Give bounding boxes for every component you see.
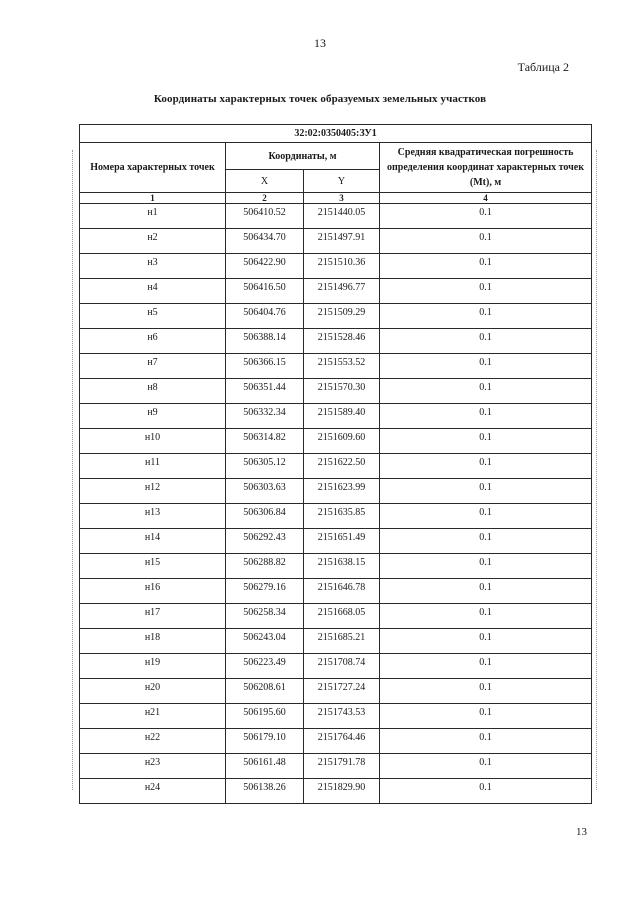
y-coordinate-cell: 2151622.50 (304, 454, 380, 479)
table-row (80, 404, 592, 429)
table-row (80, 329, 592, 354)
x-coordinate-cell: 506195.60 (226, 704, 304, 729)
y-coordinate-cell: 2151743.53 (304, 704, 380, 729)
scan-edge-left (72, 150, 73, 790)
page-number-bottom: 13 (576, 826, 587, 838)
y-coordinate-cell: 2151791.78 (304, 754, 380, 779)
accuracy-cell: 0.1 (380, 404, 592, 429)
x-coordinate-cell: 506404.76 (226, 304, 304, 329)
table-row (80, 629, 592, 654)
table-row (80, 504, 592, 529)
accuracy-cell: 0.1 (380, 379, 592, 404)
table-row (80, 479, 592, 504)
y-coordinate-cell: 2151635.85 (304, 504, 380, 529)
accuracy-cell: 0.1 (380, 354, 592, 379)
x-coordinate-cell: 506434.70 (226, 229, 304, 254)
point-number-cell: н1 (80, 204, 226, 229)
table-row (80, 579, 592, 604)
y-coordinate-cell: 2151638.15 (304, 554, 380, 579)
x-coordinate-cell: 506351.44 (226, 379, 304, 404)
y-coordinate-cell: 2151829.90 (304, 779, 380, 804)
column-number-row (80, 193, 592, 204)
table-row (80, 304, 592, 329)
table-row (80, 204, 592, 229)
y-coordinate-cell: 2151440.05 (304, 204, 380, 229)
table-row (80, 429, 592, 454)
point-number-cell: н2 (80, 229, 226, 254)
point-number-cell: н17 (80, 604, 226, 629)
y-coordinate-cell: 2151509.29 (304, 304, 380, 329)
point-number-cell: н10 (80, 429, 226, 454)
table-row (80, 704, 592, 729)
accuracy-cell: 0.1 (380, 579, 592, 604)
x-coordinate-cell: 506223.49 (226, 654, 304, 679)
accuracy-cell: 0.1 (380, 429, 592, 454)
table-row (80, 229, 592, 254)
y-coordinate-cell: 2151609.60 (304, 429, 380, 454)
x-coordinate-cell: 506243.04 (226, 629, 304, 654)
y-coordinate-cell: 2151528.46 (304, 329, 380, 354)
column-number: 3 (304, 193, 380, 204)
y-coordinate-cell: 2151623.99 (304, 479, 380, 504)
parcel-code: 32:02:0350405:ЗУ1 (80, 125, 592, 143)
table-row (80, 754, 592, 779)
point-number-cell: н9 (80, 404, 226, 429)
x-coordinate-cell: 506366.15 (226, 354, 304, 379)
table-row (80, 729, 592, 754)
point-number-cell: н7 (80, 354, 226, 379)
accuracy-cell: 0.1 (380, 204, 592, 229)
accuracy-cell: 0.1 (380, 654, 592, 679)
point-number-cell: н4 (80, 279, 226, 304)
table-row (80, 254, 592, 279)
column-number: 1 (80, 193, 226, 204)
x-coordinate-cell: 506305.12 (226, 454, 304, 479)
header-row (80, 143, 592, 170)
accuracy-cell: 0.1 (380, 329, 592, 354)
x-coordinate-cell: 506416.50 (226, 279, 304, 304)
x-coordinate-cell: 506258.34 (226, 604, 304, 629)
point-number-cell: н12 (80, 479, 226, 504)
x-coordinate-cell: 506179.10 (226, 729, 304, 754)
accuracy-cell: 0.1 (380, 254, 592, 279)
point-number-cell: н14 (80, 529, 226, 554)
accuracy-cell: 0.1 (380, 679, 592, 704)
point-number-cell: н23 (80, 754, 226, 779)
point-number-cell: н18 (80, 629, 226, 654)
x-coordinate-cell: 506208.61 (226, 679, 304, 704)
accuracy-cell: 0.1 (380, 479, 592, 504)
x-coordinate-cell: 506303.63 (226, 479, 304, 504)
point-number-cell: н5 (80, 304, 226, 329)
point-number-cell: н20 (80, 679, 226, 704)
x-coordinate-cell: 506138.26 (226, 779, 304, 804)
x-coordinate-cell: 506314.82 (226, 429, 304, 454)
scan-edge-right (596, 150, 597, 790)
y-coordinate-cell: 2151497.91 (304, 229, 380, 254)
y-coordinate-cell: 2151685.21 (304, 629, 380, 654)
header-accuracy: Средняя квадратическая погрешность определения координат характерных точек (Mt), м (380, 143, 592, 193)
y-coordinate-cell: 2151510.36 (304, 254, 380, 279)
point-number-cell: н22 (80, 729, 226, 754)
accuracy-cell: 0.1 (380, 304, 592, 329)
accuracy-cell: 0.1 (380, 629, 592, 654)
table-row (80, 529, 592, 554)
document-title: Координаты характерных точек образуемых земельных участков (153, 93, 487, 105)
coordinates-table (79, 124, 592, 804)
column-number: 4 (380, 193, 592, 204)
header-coordinates: Координаты, м (226, 143, 380, 170)
table-row (80, 654, 592, 679)
accuracy-cell: 0.1 (380, 454, 592, 479)
y-coordinate-cell: 2151553.52 (304, 354, 380, 379)
point-number-cell: н24 (80, 779, 226, 804)
point-number-cell: н21 (80, 704, 226, 729)
y-coordinate-cell: 2151651.49 (304, 529, 380, 554)
y-coordinate-cell: 2151668.05 (304, 604, 380, 629)
table-row (80, 779, 592, 804)
header-x: X (226, 170, 304, 193)
accuracy-cell: 0.1 (380, 704, 592, 729)
point-number-cell: н16 (80, 579, 226, 604)
table-body (80, 204, 592, 804)
accuracy-cell: 0.1 (380, 554, 592, 579)
page-number-top: 13 (314, 36, 326, 50)
point-number-cell: н8 (80, 379, 226, 404)
x-coordinate-cell: 506279.16 (226, 579, 304, 604)
y-coordinate-cell: 2151496.77 (304, 279, 380, 304)
y-coordinate-cell: 2151570.30 (304, 379, 380, 404)
table-row (80, 554, 592, 579)
accuracy-cell: 0.1 (380, 729, 592, 754)
parcel-code-row (80, 125, 592, 143)
y-coordinate-cell: 2151708.74 (304, 654, 380, 679)
point-number-cell: н11 (80, 454, 226, 479)
accuracy-cell: 0.1 (380, 754, 592, 779)
y-coordinate-cell: 2151764.46 (304, 729, 380, 754)
y-coordinate-cell: 2151727.24 (304, 679, 380, 704)
accuracy-cell: 0.1 (380, 279, 592, 304)
x-coordinate-cell: 506332.34 (226, 404, 304, 429)
accuracy-cell: 0.1 (380, 229, 592, 254)
table-row (80, 279, 592, 304)
point-number-cell: н13 (80, 504, 226, 529)
point-number-cell: н6 (80, 329, 226, 354)
column-number: 2 (226, 193, 304, 204)
table-row (80, 379, 592, 404)
table-row (80, 679, 592, 704)
x-coordinate-cell: 506288.82 (226, 554, 304, 579)
table-row (80, 604, 592, 629)
point-number-cell: н19 (80, 654, 226, 679)
y-coordinate-cell: 2151646.78 (304, 579, 380, 604)
header-point-numbers: Номера характерных точек (80, 143, 226, 193)
accuracy-cell: 0.1 (380, 604, 592, 629)
accuracy-cell: 0.1 (380, 504, 592, 529)
point-number-cell: н3 (80, 254, 226, 279)
header-y: Y (304, 170, 380, 193)
table-row (80, 354, 592, 379)
table-label: Таблица 2 (517, 60, 569, 74)
point-number-cell: н15 (80, 554, 226, 579)
accuracy-cell: 0.1 (380, 529, 592, 554)
x-coordinate-cell: 506292.43 (226, 529, 304, 554)
x-coordinate-cell: 506422.90 (226, 254, 304, 279)
x-coordinate-cell: 506161.48 (226, 754, 304, 779)
x-coordinate-cell: 506306.84 (226, 504, 304, 529)
accuracy-cell: 0.1 (380, 779, 592, 804)
table-row (80, 454, 592, 479)
y-coordinate-cell: 2151589.40 (304, 404, 380, 429)
x-coordinate-cell: 506410.52 (226, 204, 304, 229)
x-coordinate-cell: 506388.14 (226, 329, 304, 354)
